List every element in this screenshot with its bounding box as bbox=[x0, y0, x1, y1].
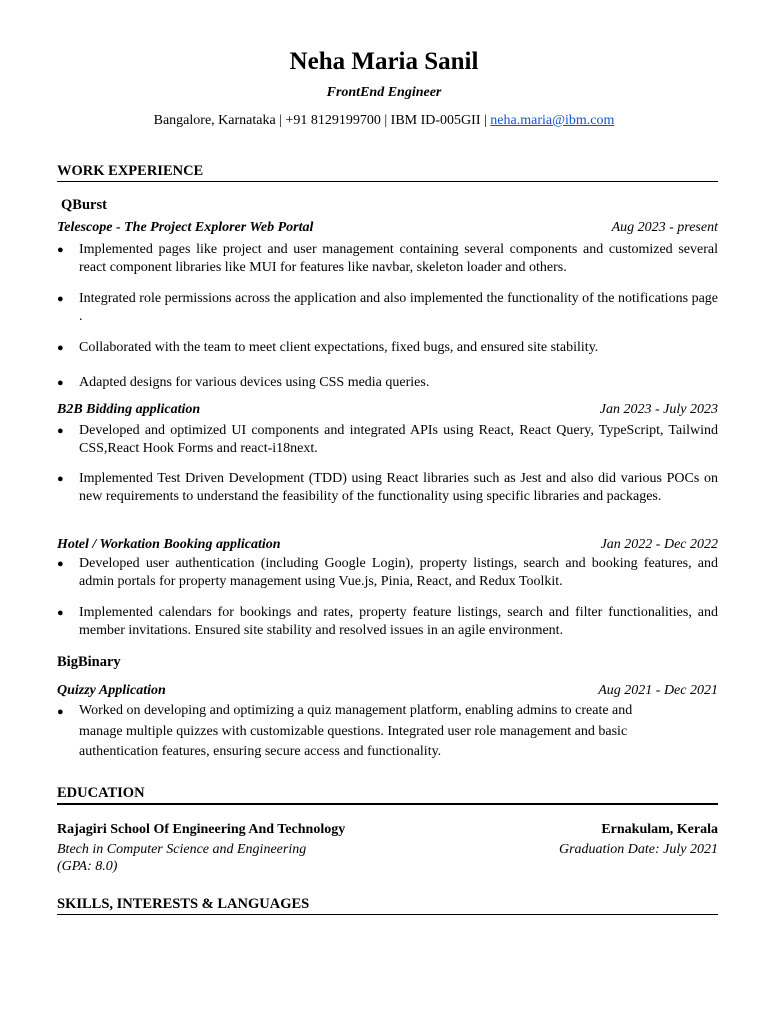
company-bigbinary: BigBinary bbox=[57, 654, 121, 670]
candidate-name: Neha Maria Sanil bbox=[289, 48, 479, 75]
bullet-icon: ● bbox=[57, 342, 64, 354]
bullet-item bbox=[57, 701, 718, 763]
project-name: Telescope - The Project Explorer Web Portal bbox=[57, 220, 314, 235]
bullet-item bbox=[57, 604, 718, 640]
bullet-text: Implemented pages like project and user management containing several components and customized several react component libraries like MUI for features like navbar, skeleton loader and others. bbox=[79, 242, 718, 275]
education-gpa-row bbox=[57, 858, 718, 876]
bullet-icon: ● bbox=[57, 706, 64, 718]
education-degree-row bbox=[57, 841, 718, 859]
bullet-item bbox=[57, 470, 718, 506]
job-title: FrontEnd Engineer bbox=[326, 85, 442, 100]
project-b2b-bidding bbox=[57, 401, 718, 419]
degree: Btech in Computer Science and Engineering bbox=[57, 842, 307, 857]
project-hotel-booking bbox=[57, 536, 718, 554]
bullet-item bbox=[57, 555, 718, 591]
bullet-icon: ● bbox=[57, 293, 64, 305]
project-name: B2B Bidding application bbox=[57, 402, 201, 417]
bullet-text: Implemented calendars for bookings and rates, property feature listings, search and filter functionalities, and member invitations. Ensured site stability and resolved issues in an agile environment. bbox=[79, 605, 718, 638]
bullet-text: Implemented Test Driven Development (TDD) using React libraries such as Jest and also did various POCs on new requirements to understand the feasibility of the functionality using specific libraries and packages. bbox=[79, 471, 718, 504]
project-name: Hotel / Workation Booking application bbox=[57, 537, 281, 552]
project-name: Quizzy Application bbox=[57, 683, 166, 698]
bullet-item bbox=[57, 339, 718, 357]
company-qburst: QBurst bbox=[61, 197, 107, 213]
bullet-item bbox=[57, 374, 718, 392]
project-dates: Aug 2021 - Dec 2021 bbox=[598, 683, 718, 698]
bullet-item bbox=[57, 290, 718, 326]
bullet-text: Adapted designs for various devices using CSS media queries. bbox=[79, 375, 430, 390]
project-quizzy bbox=[57, 682, 718, 700]
contact-line bbox=[0, 112, 768, 130]
bullet-icon: ● bbox=[57, 425, 64, 437]
section-education: EDUCATION bbox=[57, 784, 718, 805]
bullet-text: Developed user authentication (including Google Login), property listings, search and booking features, and admin portals for property management using Vue.js, Pinia, React, and Redux Toolkit. bbox=[79, 556, 718, 589]
school-name: Rajagiri School Of Engineering And Technology bbox=[57, 822, 346, 837]
bullet-icon: ● bbox=[57, 607, 64, 619]
bullet-item bbox=[57, 422, 718, 458]
education-school-row bbox=[57, 821, 718, 839]
bullet-icon: ● bbox=[57, 473, 64, 485]
bullet-icon: ● bbox=[57, 244, 64, 256]
bullet-text: Integrated role permissions across the application and also implemented the functionality of the notifications page . bbox=[79, 291, 718, 324]
bullet-text: Developed and optimized UI components and integrated APIs using React, React Query, TypeScript, Tailwind CSS,React Hook Forms and react-i18next. bbox=[79, 423, 718, 456]
bullet-text: Collaborated with the team to meet client expectations, fixed bugs, and ensured site stability. bbox=[79, 340, 599, 355]
section-skills: SKILLS, INTERESTS & LANGUAGES bbox=[57, 895, 718, 915]
project-dates: Jan 2023 - July 2023 bbox=[599, 402, 718, 417]
project-dates: Jan 2022 - Dec 2022 bbox=[600, 537, 718, 552]
bullet-icon: ● bbox=[57, 558, 64, 570]
project-dates: Aug 2023 - present bbox=[611, 220, 718, 235]
bullet-item bbox=[57, 241, 718, 277]
bullet-icon: ● bbox=[57, 377, 64, 389]
section-work-experience: WORK EXPERIENCE bbox=[57, 162, 718, 182]
school-location: Ernakulam, Kerala bbox=[601, 822, 718, 837]
gpa: (GPA: 8.0) bbox=[57, 859, 118, 874]
graduation-date: Graduation Date: July 2021 bbox=[558, 842, 718, 857]
bullet-text: Worked on developing and optimizing a quiz management platform, enabling admins to create and manage multiple quizzes with customizable questions. Integrated user role management and basic authentication features, ensuring secure access and functionality. bbox=[79, 703, 633, 759]
email-link[interactable]: neha.maria@ibm.com bbox=[490, 113, 615, 128]
project-telescope bbox=[57, 219, 718, 237]
contact-details: Bangalore, Karnataka | +91 8129199700 | IBM ID-005GII | bbox=[153, 113, 491, 128]
